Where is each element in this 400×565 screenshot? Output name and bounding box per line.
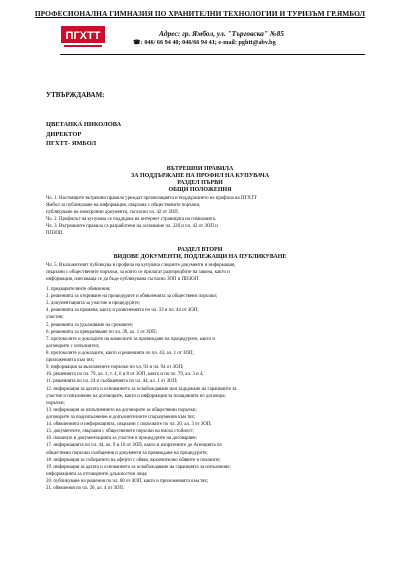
list-item: 20. публикуване на решения по чл. 60 от ЗОП, както и приложенията към тях; (46, 478, 209, 484)
list-item: договорите с изпълнител; (46, 343, 100, 349)
list-item: 12. информация за датата и основанието за освобождаване или задържане на гаранциите за (46, 386, 237, 392)
approver-name: ЦВЕТАНКА НИКОЛОВА (46, 121, 122, 128)
document-list (46, 286, 364, 492)
list-item: 5. решенията за удължаване на сроковете; (46, 322, 134, 328)
list-item: участие и изпълнение на договорите, както и информация за плащанията по договора; (46, 393, 226, 399)
approver-institution: ПГХТТ- ЯМБОЛ (46, 140, 97, 148)
text-line: Ямбол за публикуване на информация, свързана с обществените поръчки, (46, 203, 201, 209)
text-line: информация, изискваща се да бъде публикувана съгласно ЗОП и ППЗОП: (46, 277, 200, 283)
school-logo (60, 24, 106, 50)
section-2-intro (46, 262, 364, 283)
text-line: Чл. 3. Вътрешните правила са разработени на основание чл. 22б и чл. 42 от ЗОП и (46, 224, 218, 230)
list-item: 4. решенията за промяна, както и разясненията по чл. 33 и чл. 44 от ЗОП; (46, 308, 199, 314)
school-contacts: ☎: 046/ 66 94 40; 046/66 94 41; e-mail: pghtt@abv.bg (133, 39, 276, 46)
logo-text: ПГХТТ (65, 30, 101, 42)
text-line: Чл. 5. Възложителят публикува в профила на купувача следните документи и информация, (46, 263, 236, 268)
text-line: Чл. 2. Профилът на купувача се поддържа на интернет страницата на гимназията. (46, 217, 217, 223)
list-item: информацията за отговорните длъжностни лица; (46, 471, 148, 477)
text-line: Чл. 1. Настоящите вътрешни правила уреждат организацията и поддържането на профила на ПГХТТ (46, 196, 257, 201)
list-item: 14. обявленията и информацията, свързани с поръчките по чл. 20, ал. 3 от ЗОП; (46, 422, 212, 428)
section-1-number: РАЗДЕЛ ПЪРВИ (177, 180, 223, 186)
list-item: 7. протоколите и докладите на комисиите за провеждане на процедурите, както и (46, 336, 215, 342)
list-item: 9. информация за възложените поръчки по чл. 93 и чл. 94 от ЗОП; (46, 365, 184, 371)
list-item: 10. решенията по чл. 79, ал. 1, т. 4, 6 и 8 от ЗОП, както и по чл. 79, ал. 3 и 4; (46, 372, 204, 378)
text-line: свързани с обществените поръчки, за които се прилагат разпоредбите на закона, както и (46, 270, 230, 276)
text-line: ППЗОП. (46, 231, 64, 237)
rules-subtitle: ЗА ПОДДЪРЖАНЕ НА ПРОФИЛ НА КУПУВАЧА (130, 173, 270, 179)
list-item: 8. протоколите и докладите, както и решенията по чл. 43, ал. 1 от ЗОП; (46, 350, 194, 356)
section-2-title: ВИДОВЕ ДОКУМЕНТИ, ПОДЛЕЖАЩИ НА ПУБЛИКУВАНЕ (113, 254, 287, 260)
list-item: обществени поръчки съобщения и документи за провеждане на процедурите; (46, 450, 208, 456)
list-item: 16. поканите и документацията за участие в процедурите на договаряне; (46, 436, 197, 442)
header-divider (60, 54, 365, 55)
school-address: Адрес: гр. Ямбол, ул. "Търговска" №85 (159, 29, 284, 38)
list-item: 13. информация за изпълнението на договорите за обществени поръчки; (46, 407, 197, 413)
list-item: участие; (46, 315, 64, 321)
text-line: публикуване на електронни документи, съгласно чл. 42 от ЗОП. (46, 210, 180, 216)
list-item: 1. предварителните обявления; (46, 287, 111, 292)
list-item: 6. решенията за прекратяване по чл. 39, ал. 1 от ЗОП; (46, 329, 158, 335)
section-2-number: РАЗДЕЛ ВТОРИ (177, 247, 223, 253)
section-1-title: ОБЩИ ПОЛОЖЕНИЯ (168, 187, 232, 193)
list-item: 2. решенията за откриване на процедурите и обявленията за обществени поръчки; (46, 294, 218, 300)
list-item: 17. информацията по чл. 44, ал. 9 и 10 от ЗОП, както и изпратените до Агенцията по (46, 443, 222, 449)
list-item: 18. информация за събирането на оферти с обява, включително обявите и поканите; (46, 457, 221, 463)
list-item: 3. документацията за участие в процедурите; (46, 301, 140, 307)
list-item: приложенията към тях; (46, 358, 95, 364)
approver-position: ДИРЕКТОР (46, 130, 82, 138)
section-1-text (46, 195, 364, 238)
list-item: 11. решенията по чл. 24 и съобщенията по чл. 44, ал. 1 от ЗОП; (46, 379, 178, 385)
list-item: договорите за подизпълнение и допълнителните споразумения към тях; (46, 414, 196, 420)
list-item: 19. информация за датата и основанието за освобождаване на гаранцията за изпълнение; (46, 464, 231, 470)
approver-block (46, 120, 121, 149)
list-item: 21. обявления по чл. 20, ал. 4 от ЗОП. (46, 486, 125, 492)
approval-label: УТВЪРЖДАВАМ: (46, 91, 105, 99)
list-item: поръчки; (46, 400, 65, 406)
list-item: 15. документите, свързани с обществените поръчки на ниска стойност; (46, 429, 195, 435)
rules-title: ВЪТРЕШНИ ПРАВИЛА (166, 166, 234, 172)
school-name: ПРОФЕСИОНАЛНА ГИМНАЗИЯ ПО ХРАНИТЕЛНИ ТЕХНОЛОГИИ И ТУРИЗЪМ ГР.ЯМБОЛ (34, 9, 366, 18)
